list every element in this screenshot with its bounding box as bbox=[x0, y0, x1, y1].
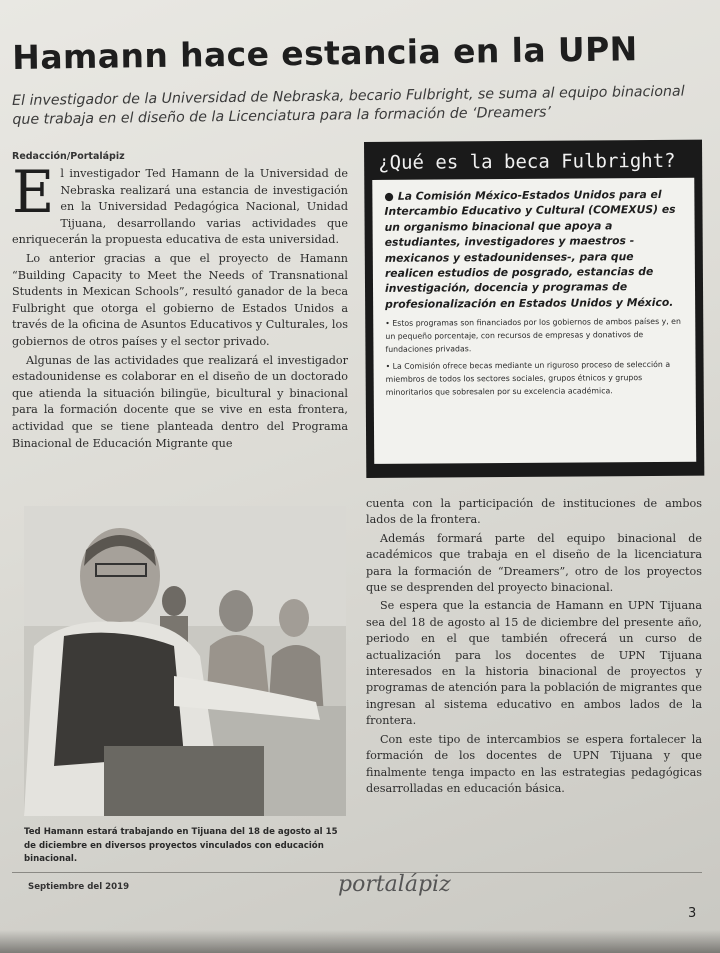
drop-cap: E bbox=[12, 158, 55, 226]
article-headline: Hamann hace estancia en la UPN bbox=[12, 29, 638, 77]
article-paragraph-5: Además formará parte del equipo binacional de académicos que trabaja en el diseño de la licenciatura para la formación de “Dreamers”, otro de los proyectos que se desprenden del proyecto binacional. bbox=[366, 531, 702, 595]
page-number: 3 bbox=[688, 906, 697, 921]
article-left-column bbox=[12, 158, 348, 454]
sidebar-body bbox=[372, 178, 696, 464]
article-paragraph-3: Algunas de las actividades que realizará el investigador estadounidense es colaborar en el diseño de un doctorado que atienda la situación bilingüe, bicultural y binacional para la formación docente que se vive en esta frontera, actividad que se tiene planteada dentro del Programa Binacional de Educación Migrante que bbox=[12, 353, 348, 450]
fulbright-sidebar bbox=[364, 140, 704, 478]
paragraph-text: l investigador Ted Hamann de la Universidad de Nebraska realizará una estancia de investigación en la Universidad Pedagógica Nacional, Unidad Tijuana, desarrollando varias actividades que enriquecerán la propuesta educativa de esta universidad. bbox=[12, 167, 348, 247]
sidebar-item: • Estos programas son financiados por los gobiernos de ambos países y, en un pequeño porcentaje, con recursos de empresas y donativos de fundaciones privadas. bbox=[385, 317, 681, 355]
sidebar-lead bbox=[384, 187, 683, 312]
article-paragraph-7: Con este tipo de intercambios se espera fortalecer la formación de los docentes de UPN Tijuana y que finalmente tenga impacto en las estrategias pedagógicas desarrolladas en educación básica. bbox=[366, 732, 702, 795]
sidebar-title: ¿Qué es la beca Fulbright? bbox=[378, 149, 676, 174]
article-subheadline: El investigador de la Universidad de Nebraska, becario Fulbright, se suma al equipo binacional que trabaja en el diseño de la Licenciatura para la formación de ‘Dreamers’ bbox=[12, 83, 685, 128]
bullet-icon: ● bbox=[384, 189, 394, 203]
article-paragraph-4: cuenta con la participación de instituciones de ambos lados de la frontera. bbox=[366, 497, 702, 527]
article-right-column bbox=[366, 496, 702, 799]
article-photo bbox=[24, 506, 346, 816]
page-shadow bbox=[0, 930, 720, 953]
article-paragraph-6: Se espera que la estancia de Hamann en UPN Tijuana sea del 18 de agosto al 15 de diciembre del presente año, periodo en el que también ofrecerá un curso de actualización para los docentes de UPN Tijuana interesados en la historia binacional de proyectos y programas de atención para la población de migrantes que ingresan al sistema educativo en ambos lados de la frontera. bbox=[366, 599, 702, 728]
photo-caption: Ted Hamann estará trabajando en Tijuana del 18 de agosto al 15 de diciembre en diversos proyectos vinculados con educación binacional. bbox=[24, 827, 338, 865]
article-paragraph-1 bbox=[12, 158, 348, 249]
sidebar-lead-text: La Comisión México-Estados Unidos para el Intercambio Educativo y Cultural (COMEXUS) es un organismo binacional que apoya a estudiantes, investigadores y maestros -mexicanos y estadounidenses-, para que realicen estudios de posgrado, estancias de investigación, docencia y programas de profesionalización en Estados Unidos y México. bbox=[384, 187, 676, 311]
photo-illustration bbox=[24, 506, 346, 816]
article-paragraph-2: Lo anterior gracias a que el proyecto de Hamann “Building Capacity to Meet the Needs of Transnational Students in Mexican Schools”, resultó ganador de la beca Fulbright que otorga el gobierno de Estados Unidos a través de la oficina de Asuntos Educativos y Culturales, los gobiernos de otros países y el sector privado. bbox=[12, 251, 348, 348]
article-byline: Redacción/Portalápiz bbox=[12, 151, 125, 162]
sidebar-item: • La Comisión ofrece becas mediante un riguroso proceso de selección a miembros de todos los sectores sociales, grupos étnicos y grupos minoritarios que sobresalen por su excelencia académica. bbox=[385, 360, 671, 398]
footer-logo: portalápiz bbox=[338, 872, 451, 897]
footer-date: Septiembre del 2019 bbox=[28, 882, 130, 892]
